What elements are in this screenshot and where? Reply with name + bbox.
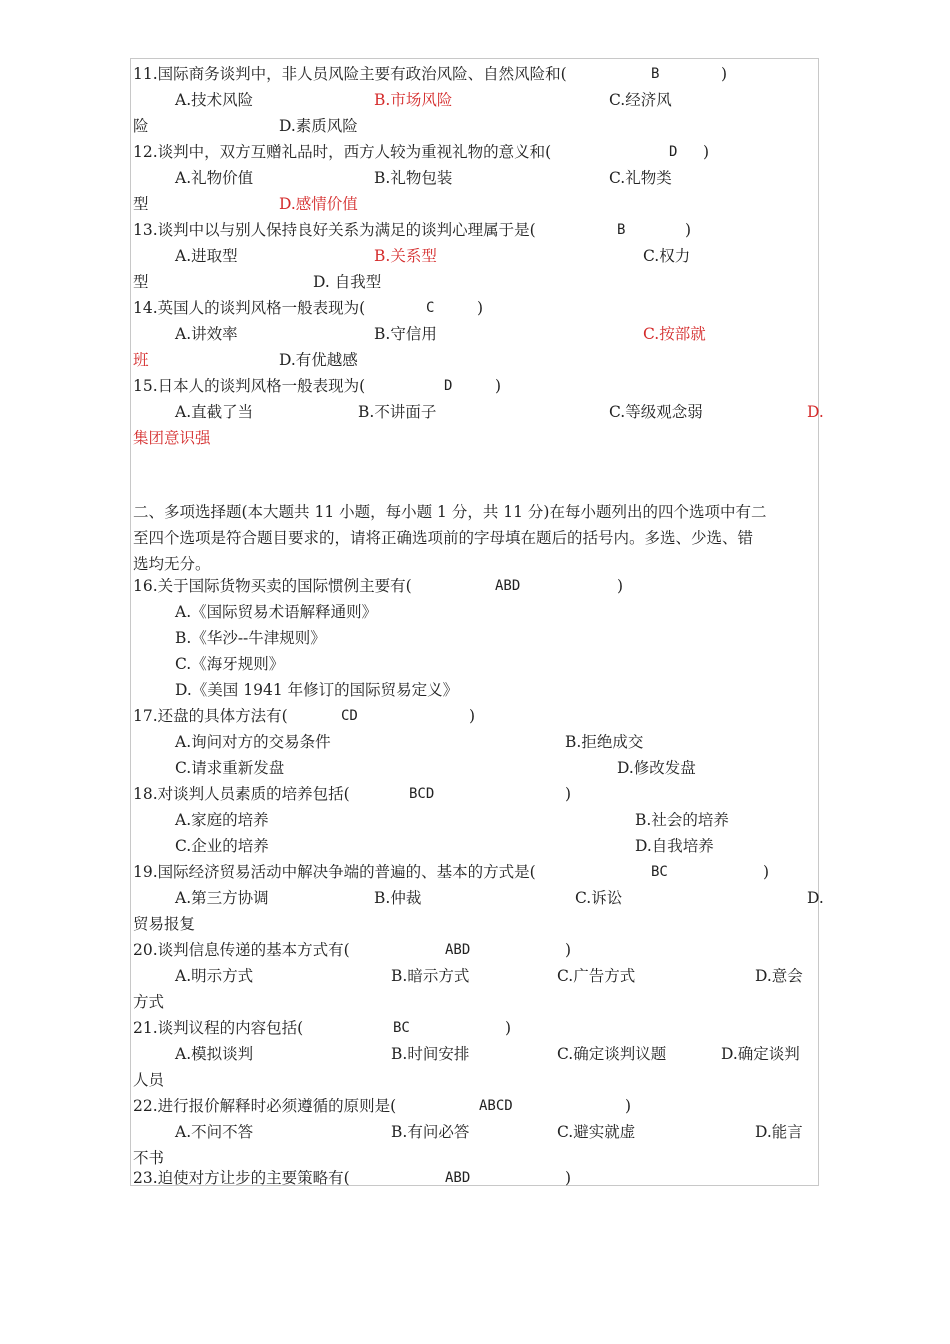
question-19-stem: 19.国际经济贸易活动中解决争端的普遍的、基本的方式是( — [133, 863, 536, 881]
option-c: C.确定谈判议题 — [557, 1045, 667, 1063]
question-19-close: ) — [763, 863, 770, 881]
section-2-intro-line-2 — [131, 525, 818, 551]
option-c: C.《海牙规则》 — [175, 655, 285, 673]
option-b: B.社会的培养 — [635, 811, 729, 829]
question-11-close: ) — [721, 65, 728, 83]
question-12-close: ) — [703, 143, 710, 161]
question-21-options — [131, 1041, 818, 1067]
question-14-close: ) — [477, 299, 484, 317]
question-20-close: ) — [565, 941, 572, 959]
question-17-stem: 17.还盘的具体方法有( — [133, 707, 288, 725]
question-22-options — [131, 1119, 818, 1145]
question-16-stem: 16.关于国际货物买卖的国际惯例主要有( — [133, 577, 412, 595]
question-23-stem-line — [131, 1165, 818, 1191]
option-d: D. 自我型 — [313, 273, 382, 291]
option-d-wrap: 不书 — [133, 1149, 165, 1167]
question-22-close: ) — [625, 1097, 632, 1115]
option-b: B.暗示方式 — [391, 967, 470, 985]
option-c: C.请求重新发盘 — [175, 759, 285, 777]
option-a: A.礼物价值 — [175, 169, 254, 187]
question-13-stem-line — [131, 217, 818, 243]
question-11-answer: B — [651, 66, 660, 82]
option-d-wrap-correct: 集团意识强 — [133, 429, 211, 447]
option-b: B.不讲面子 — [358, 403, 437, 421]
question-11-options-cont — [131, 113, 818, 139]
question-22-stem: 22.进行报价解释时必须遵循的原则是( — [133, 1097, 397, 1115]
option-a: A.讲效率 — [175, 325, 238, 343]
question-17-options-ab — [131, 729, 818, 755]
question-23-close: ) — [565, 1169, 572, 1187]
option-b-correct: B.关系型 — [374, 247, 437, 265]
question-15-stem: 15.日本人的谈判风格一般表现为( — [133, 377, 366, 395]
option-c-correct: C.按部就 — [643, 325, 706, 343]
question-19-answer: BC — [651, 864, 668, 880]
question-20-options — [131, 963, 818, 989]
option-b: B.时间安排 — [391, 1045, 470, 1063]
option-d: D.修改发盘 — [617, 759, 696, 777]
question-11-options — [131, 87, 818, 113]
question-21-stem-line — [131, 1015, 818, 1041]
question-23-stem: 23.迫使对方让步的主要策略有( — [133, 1169, 350, 1187]
question-21-stem: 21.谈判议程的内容包括( — [133, 1019, 304, 1037]
question-22-stem-line — [131, 1093, 818, 1119]
option-d: D.意会 — [755, 967, 803, 985]
question-16-option-a-line — [131, 599, 818, 625]
question-15-options-cont — [131, 425, 818, 451]
question-14-options — [131, 321, 818, 347]
question-12-options — [131, 165, 818, 191]
option-b: B.守信用 — [374, 325, 437, 343]
question-14-stem: 14.英国人的谈判风格一般表现为( — [133, 299, 366, 317]
question-18-stem: 18.对谈判人员素质的培养包括( — [133, 785, 350, 803]
option-d-correct: D. — [807, 403, 824, 421]
option-d: D.素质风险 — [279, 117, 358, 135]
question-17-close: ) — [469, 707, 476, 725]
question-18-options-ab — [131, 807, 818, 833]
option-a: A.第三方协调 — [175, 889, 269, 907]
question-21-close: ) — [505, 1019, 512, 1037]
question-16-option-c-line — [131, 651, 818, 677]
option-c-wrap: 型 — [133, 195, 149, 213]
option-d: D.有优越感 — [279, 351, 358, 369]
question-16-stem-line — [131, 573, 818, 599]
option-c: C.礼物类 — [609, 169, 672, 187]
question-17-stem-line — [131, 703, 818, 729]
section-2-intro-text-2: 至四个选项是符合题目要求的，请将正确选项前的字母填在题后的括号内。多选、少选、错 — [133, 529, 754, 547]
option-d: D.自我培养 — [635, 837, 714, 855]
question-19-options — [131, 885, 824, 911]
question-13-options-cont — [131, 269, 818, 295]
option-d: D.《美国 1941 年修订的国际贸易定义》 — [175, 681, 459, 699]
option-d: D. — [807, 889, 824, 907]
option-b: B.礼物包装 — [374, 169, 453, 187]
option-c: C.经济风 — [609, 91, 672, 109]
question-20-stem: 20.谈判信息传递的基本方式有( — [133, 941, 350, 959]
question-15-close: ) — [495, 377, 502, 395]
option-d-wrap: 人员 — [133, 1071, 165, 1089]
option-c-wrap: 险 — [133, 117, 149, 135]
option-c: C.权力 — [643, 247, 691, 265]
question-14-options-cont — [131, 347, 818, 373]
option-d-correct: D.感情价值 — [279, 195, 358, 213]
question-16-answer: ABD — [495, 578, 521, 594]
question-14-stem-line — [131, 295, 818, 321]
question-15-answer: D — [444, 378, 453, 394]
option-a: A.模拟谈判 — [175, 1045, 254, 1063]
option-b: B.《华沙--牛津规则》 — [175, 629, 326, 647]
section-2-intro-text-1: 二、多项选择题(本大题共 11 小题，每小题 1 分，共 11 分)在每小题列出的四个选项中有二 — [133, 503, 767, 521]
option-a: A.询问对方的交易条件 — [175, 733, 331, 751]
option-b: B.有问必答 — [391, 1123, 470, 1141]
question-18-answer: BCD — [409, 786, 435, 802]
question-19-options-cont — [131, 911, 818, 937]
question-21-options-cont — [131, 1067, 818, 1093]
question-15-stem-line — [131, 373, 818, 399]
question-16-option-b-line — [131, 625, 818, 651]
question-12-stem: 12.谈判中，双方互赠礼品时，西方人较为重视礼物的意义和( — [133, 143, 552, 161]
question-11-stem-line — [131, 61, 818, 87]
option-a: A.《国际贸易术语解释通则》 — [175, 603, 378, 621]
option-b: B.仲裁 — [374, 889, 422, 907]
question-18-options-cd — [131, 833, 818, 859]
option-a: A.不问不答 — [175, 1123, 254, 1141]
section-2-intro-text-3: 选均无分。 — [133, 555, 211, 573]
option-a: A.家庭的培养 — [175, 811, 269, 829]
question-13-close: ) — [685, 221, 692, 239]
question-13-stem: 13.谈判中以与别人保持良好关系为满足的谈判心理属于是( — [133, 221, 536, 239]
question-19-stem-line — [131, 859, 818, 885]
question-20-options-cont — [131, 989, 818, 1015]
question-20-stem-line — [131, 937, 818, 963]
option-c: C.避实就虚 — [557, 1123, 636, 1141]
question-12-options-cont — [131, 191, 818, 217]
section-2-intro-line-1 — [131, 499, 818, 525]
question-22-answer: ABCD — [479, 1098, 513, 1114]
option-c: C.等级观念弱 — [609, 403, 703, 421]
question-23-answer: ABD — [445, 1170, 471, 1186]
option-a: A.技术风险 — [175, 91, 254, 109]
question-17-answer: CD — [341, 708, 358, 724]
option-d-wrap: 方式 — [133, 993, 165, 1011]
question-13-options — [131, 243, 818, 269]
option-c-wrap: 型 — [133, 273, 149, 291]
option-a: A.明示方式 — [175, 967, 254, 985]
question-12-stem-line — [131, 139, 818, 165]
question-11-stem: 11.国际商务谈判中，非人员风险主要有政治风险、自然风险和( — [133, 65, 567, 83]
question-21-answer: BC — [393, 1020, 410, 1036]
option-c: C.广告方式 — [557, 967, 636, 985]
question-18-stem-line — [131, 781, 818, 807]
option-a: A.进取型 — [175, 247, 238, 265]
option-d-wrap: 贸易报复 — [133, 915, 196, 933]
option-d: D.能言 — [755, 1123, 803, 1141]
question-12-answer: D — [669, 144, 678, 160]
question-15-options — [131, 399, 824, 425]
option-c: C.诉讼 — [575, 889, 623, 907]
question-14-answer: C — [426, 300, 435, 316]
question-17-options-cd — [131, 755, 818, 781]
option-b: B.拒绝成交 — [565, 733, 644, 751]
question-18-close: ) — [565, 785, 572, 803]
option-b-correct: B.市场风险 — [374, 91, 453, 109]
document-page — [130, 58, 824, 1187]
option-c: C.企业的培养 — [175, 837, 269, 855]
option-d: D.确定谈判 — [721, 1045, 800, 1063]
question-20-answer: ABD — [445, 942, 471, 958]
option-a: A.直截了当 — [175, 403, 254, 421]
question-13-answer: B — [617, 222, 626, 238]
question-16-close: ) — [617, 577, 624, 595]
option-c-wrap-correct: 班 — [133, 351, 149, 369]
question-16-option-d-line — [131, 677, 818, 703]
